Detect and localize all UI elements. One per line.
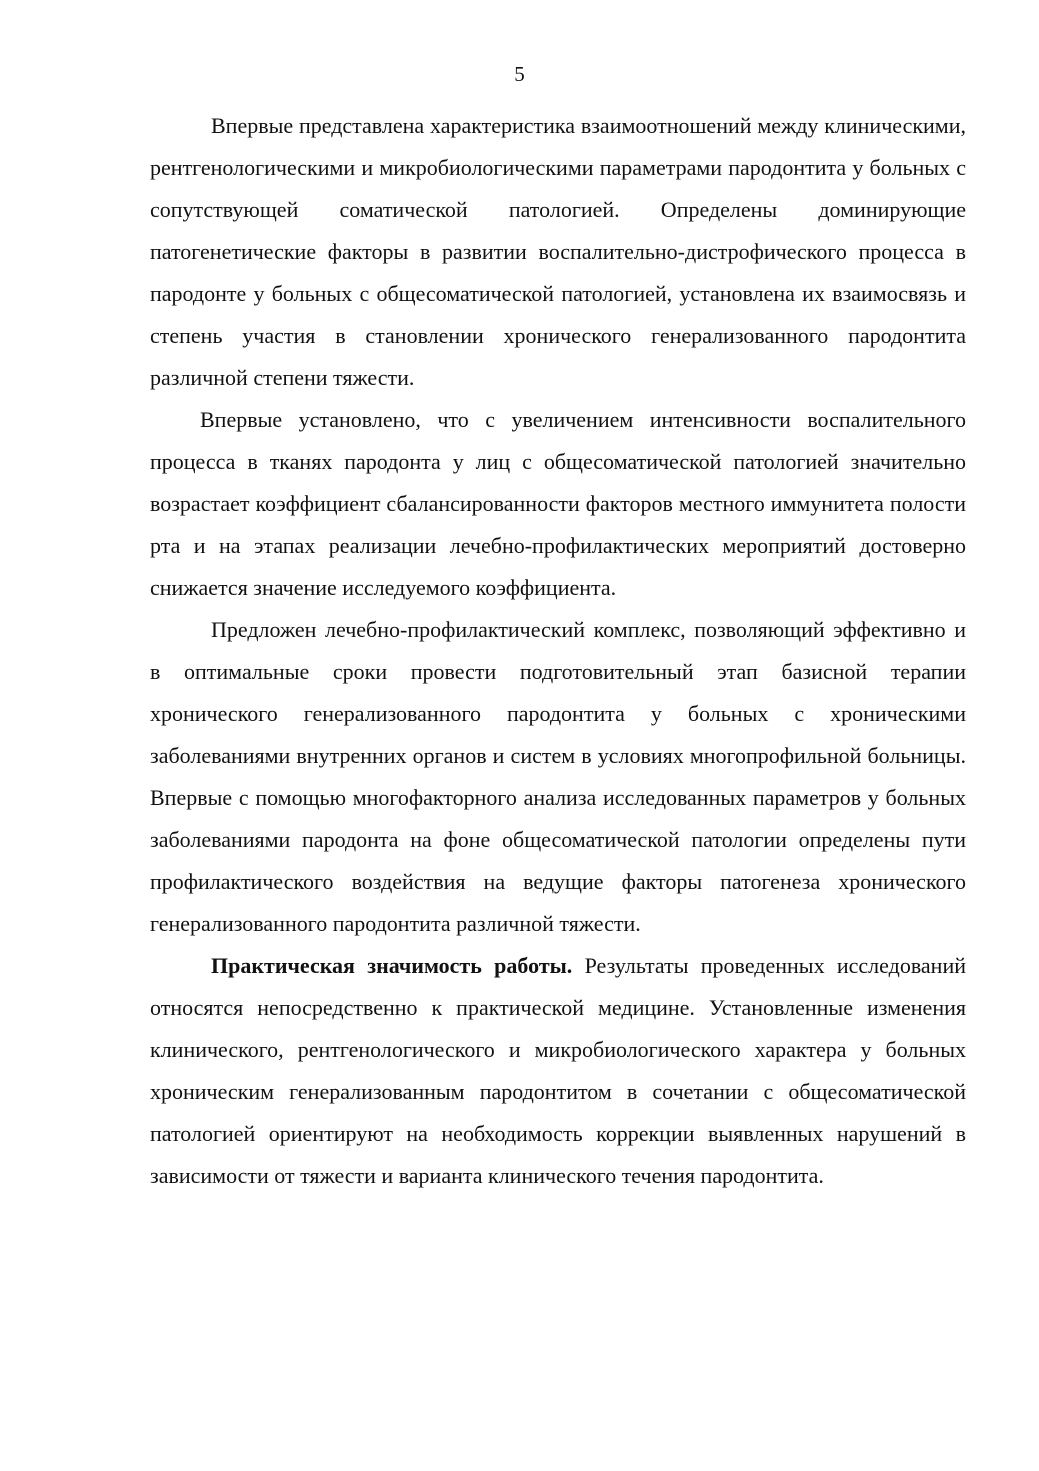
practical-significance-heading: Практическая значимость работы. [211,953,573,978]
paragraph-treatment-complex: Предложен лечебно-профилактический комплекс, позволяющий эффективно и в оптимальные сроки провести подготовительный этап базисной терапии хронического генерализованного пародонтита у больных с хроническими заболеваниями внутренних органов и систем в условиях многопрофильной больницы. Впервые с помощью многофакторного анализа исследованных параметров у больных заболеваниями пародонта на фоне общесоматической патологии определены пути профилактического воздействия на ведущие факторы патогенеза хронического генерализованного пародонтита различной тяжести. [150,617,966,936]
paragraph-novelty-characteristics: Впервые представлена характеристика взаимоотношений между клиническими, рентгенологическими и микробиологическими параметрами пародонтита у больных с сопутствующей соматической патологией. Определены доминирующие патогенетические факторы в развитии воспалительно-дистрофического процесса в пародонте у больных с общесоматической патологией, установлена их взаимосвязь и степень участия в становлении хронического генерализованного пародонтита различной степени тяжести. [150,113,966,390]
practical-significance-text: Результаты проведенных исследований относятся непосредственно к практической медицине. Установленные изменения клинического, рентгенологического и микробиологического характера у больных хроническим генерализованным пародонтитом в сочетании с общесоматической патологией ориентируют на необходимость коррекции выявленных нарушений в зависимости от тяжести и варианта клинического течения пародонтита. [150,953,967,1188]
document-body [150,105,966,1197]
page-number: 5 [514,62,525,86]
paragraph-practical-significance [150,945,966,1197]
paragraph-novelty-coefficient: Впервые установлено, что с увеличением интенсивности воспалительного процесса в тканях пародонта у лиц с общесоматической патологией значительно возрастает коэффициент сбалансированности факторов местного иммунитета полости рта и на этапах реализации лечебно-профилактических мероприятий достоверно снижается значение исследуемого коэффициента. [150,407,966,600]
